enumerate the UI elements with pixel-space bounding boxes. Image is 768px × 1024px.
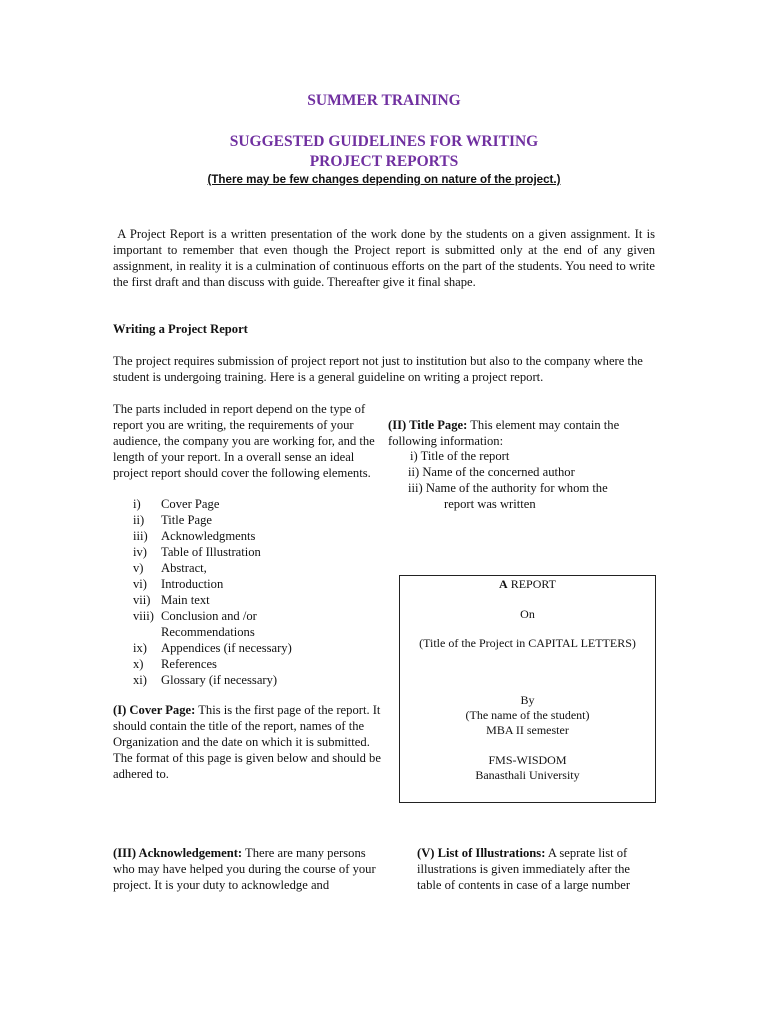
list-item: ii) Title Page bbox=[133, 513, 212, 527]
writing-paragraph: The project requires submission of project report not just to institution but also to the company where the student is undergoing training. Here is a general guideline on writing a project report. bbox=[113, 354, 643, 384]
document-title: SUMMER TRAINING bbox=[307, 92, 461, 109]
cover-page-label: (I) Cover Page: bbox=[113, 703, 196, 717]
document-note: (There may be few changes depending on nature of the project.) bbox=[207, 173, 561, 186]
report-student: (The name of the student) bbox=[465, 708, 590, 722]
title-page-items bbox=[408, 448, 658, 512]
report-semester: MBA II semester bbox=[486, 723, 569, 737]
title-page-section bbox=[388, 417, 660, 449]
cover-page-text: This is the first page of the report. It should contain the title of the report, names of the Organization and the date on which it is submitted. The format of this page is given below and should be adhered to. bbox=[113, 703, 381, 781]
report-school: FMS-WISDOM bbox=[488, 753, 567, 767]
report-heading: A REPORT bbox=[499, 577, 556, 591]
list-item: iv) Table of Illustration bbox=[133, 545, 261, 559]
illustrations-section bbox=[417, 845, 657, 893]
illustrations-text: A seprate list of illustrations is given immediately after the table of contents in case of a large number bbox=[417, 846, 631, 892]
parts-intro: The parts included in report depend on the type of report you are writing, the requirements of your audience, the company you are working for, and the length of your report. In a overall sense an ideal project report should cover the following elements. bbox=[113, 402, 375, 480]
list-item: iii) Name of the authority for whom the bbox=[408, 481, 608, 495]
title-page-text: This element may contain the following information: bbox=[388, 418, 620, 448]
list-item: xi) Glossary (if necessary) bbox=[133, 673, 278, 687]
report-university: Banasthali University bbox=[475, 768, 580, 782]
cover-page-section bbox=[113, 702, 385, 782]
report-title-placeholder: (Title of the Project in CAPITAL LETTERS) bbox=[419, 636, 636, 650]
acknowledgement-label: (III) Acknowledgement: bbox=[113, 846, 243, 860]
list-item: i) Title of the report bbox=[410, 449, 510, 463]
acknowledgement-text: There are many persons who may have helped you during the course of your project. It is your duty to acknowledge and bbox=[113, 846, 376, 892]
report-format-box bbox=[399, 575, 656, 803]
list-item: vii) Main text bbox=[133, 593, 210, 607]
illustrations-label: (V) List of Illustrations: bbox=[417, 846, 546, 860]
title-page-label: (II) Title Page: bbox=[388, 418, 468, 432]
document-subtitle-line2: PROJECT REPORTS bbox=[309, 153, 459, 170]
list-item: viii) Conclusion and /or Recommendations bbox=[133, 609, 257, 639]
acknowledgement-section bbox=[113, 845, 385, 893]
list-item: report was written bbox=[444, 497, 536, 511]
list-item: vi) Introduction bbox=[133, 577, 224, 591]
parts-list bbox=[113, 496, 385, 688]
list-item: i) Cover Page bbox=[133, 497, 220, 511]
list-item: ii) Name of the concerned author bbox=[408, 465, 575, 479]
list-item: ix) Appendices (if necessary) bbox=[133, 641, 292, 655]
list-item: iii) Acknowledgments bbox=[133, 529, 256, 543]
list-item: v) Abstract, bbox=[133, 561, 207, 575]
report-by: By bbox=[520, 693, 535, 707]
document-subtitle-line1: SUGGESTED GUIDELINES FOR WRITING bbox=[229, 133, 539, 150]
intro-paragraph: A Project Report is a written presentation of the work done by the students on a given assignment. It is important to remember that even though the Project report is submitted only at the end of any given assignment, in reality it is a culmination of continuous efforts on the part of the students. You need to write the first draft and than discuss with guide. Thereafter give it final shape. bbox=[113, 227, 659, 289]
list-item: x) References bbox=[133, 657, 217, 671]
report-on: On bbox=[520, 607, 535, 621]
writing-heading: Writing a Project Report bbox=[113, 322, 248, 336]
